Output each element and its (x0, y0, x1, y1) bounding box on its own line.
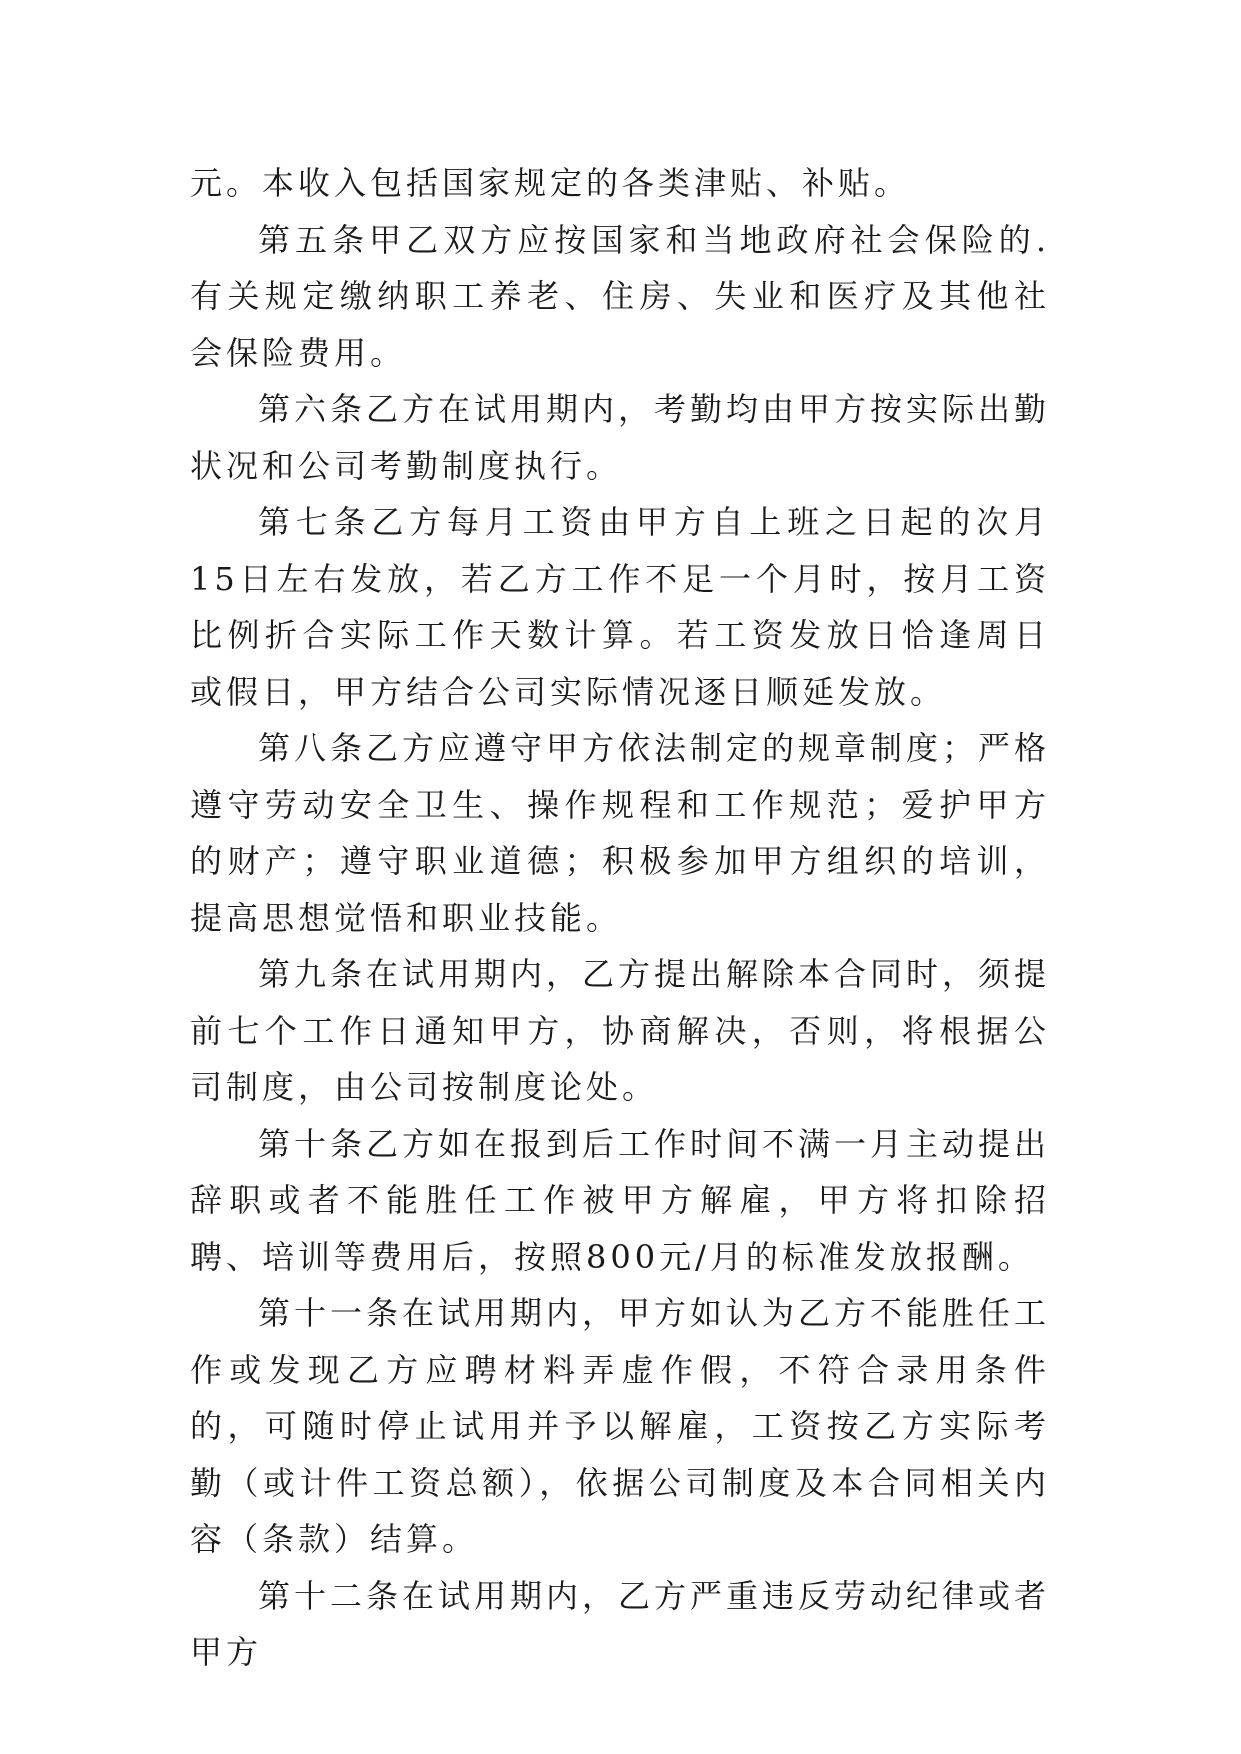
paragraph-article-8: 第八条乙方应遵守甲方依法制定的规章制度；严格遵守劳动安全卫生、操作规程和工作规范；爱护甲方的财产；遵守职业道德；积极参加甲方组织的培训，提高思想觉悟和职业技能。 (190, 729, 1051, 937)
paragraph-article-6: 第六条乙方在试用期内，考勤均由甲方按实际出勤状况和公司考勤制度执行。 (190, 390, 1051, 485)
paragraph-article-9: 第九条在试用期内，乙方提出解除本合同时，须提前七个工作日通知甲方，协商解决，否则，将根据公司制度，由公司按制度论处。 (190, 955, 1051, 1106)
paragraph-article-12: 第十二条在试用期内，乙方严重违反劳动纪律或者甲方 (190, 1576, 1051, 1671)
paragraph-article-10: 第十条乙方如在报到后工作时间不满一月主动提出辞职或者不能胜任工作被甲方解雇，甲方将扣除招聘、培训等费用后，按照800元/月的标准发放报酬。 (190, 1124, 1051, 1276)
paragraph-article-5: 第五条甲乙双方应按国家和当地政府社会保险的.有关规定缴纳职工养老、住房、失业和医疗及其他社会保险费用。 (190, 220, 1050, 372)
document-body (190, 155, 1050, 1681)
paragraph-article-7: 第七条乙方每月工资由甲方自上班之日起的次月15日左右发放，若乙方工作不足一个月时，按月工资比例折合实际工作天数计算。若工资发放日恰逢周日或假日，甲方结合公司实际情况逐日顺延发放。 (190, 503, 1050, 711)
paragraph-article-11: 第十一条在试用期内，甲方如认为乙方不能胜任工作或发现乙方应聘材料弄虚作假，不符合录用条件的，可随时停止试用并予以解雇，工资按乙方实际考勤（或计件工资总额），依据公司制度及本合同相关内容（条款）结算。 (190, 1294, 1051, 1558)
paragraph-allowance: 元。本收入包括国家规定的各类津贴、补贴。 (190, 164, 911, 202)
